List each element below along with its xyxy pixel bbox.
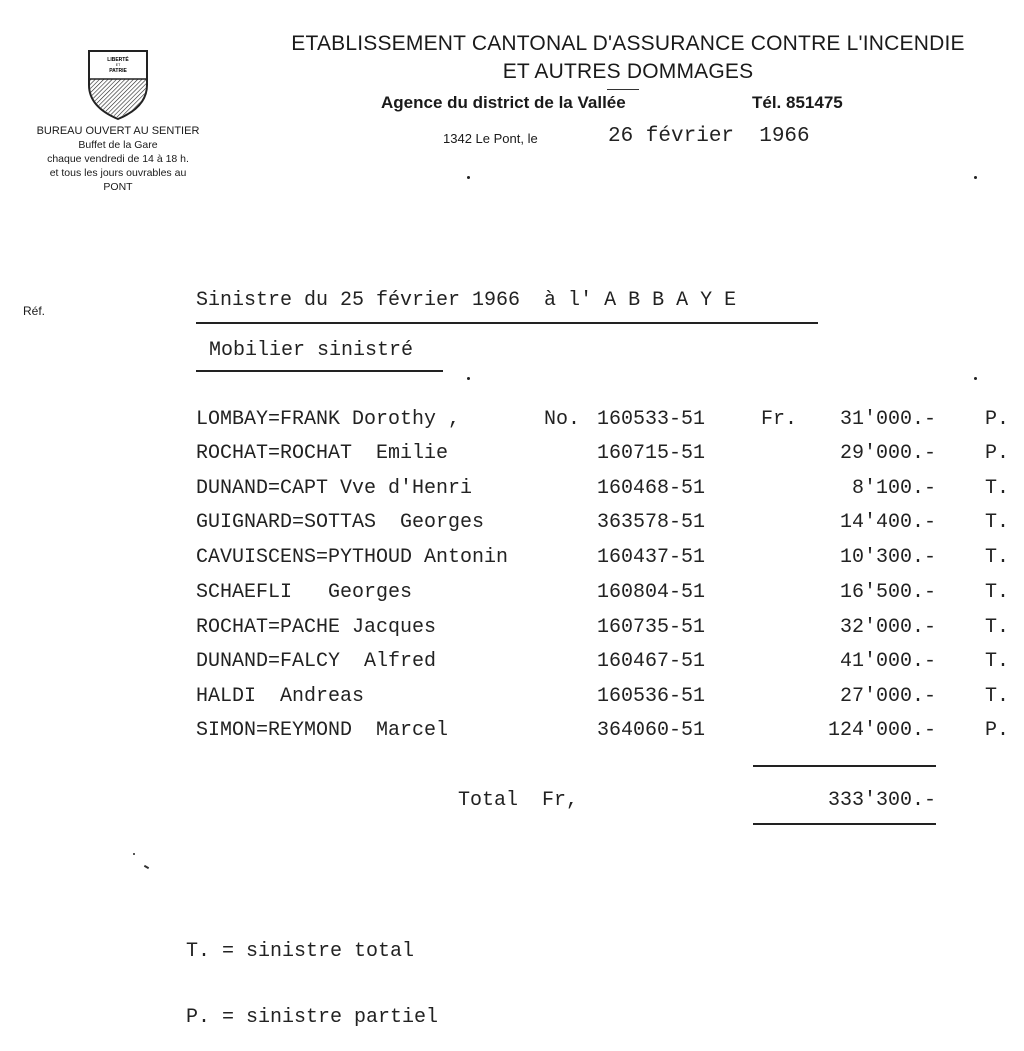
claim-amount: 8'100.- — [851, 477, 936, 500]
table-row — [0, 546, 1024, 580]
table-row — [0, 408, 1024, 442]
policy-number: 160437-51 — [597, 546, 706, 569]
insured-name: LOMBAY=FRANK Dorothy , — [196, 408, 461, 431]
claim-amount: 10'300.- — [839, 546, 936, 569]
table-row — [0, 650, 1024, 684]
insured-name: SCHAEFLI Georges — [196, 581, 413, 604]
claim-type: P. — [985, 719, 1010, 742]
table-row — [0, 511, 1024, 545]
insured-name: GUIGNARD=SOTTAS Georges — [196, 511, 485, 534]
insured-name: CAVUISCENS=PYTHOUD Antonin — [196, 546, 509, 569]
claim-type-legend — [186, 897, 438, 1051]
office-hours-line: PONT — [103, 181, 133, 193]
section-title: Mobilier sinistré — [209, 339, 414, 362]
policy-number: 160533-51 — [597, 408, 706, 431]
policy-number: 160467-51 — [597, 650, 706, 673]
policy-number: 160536-51 — [597, 685, 706, 708]
letter-date: 26 février 1966 — [608, 125, 810, 148]
claim-amount: 41'000.- — [839, 650, 936, 673]
margin-dot — [974, 176, 977, 179]
office-hours-line: et tous les jours ouvrables au — [49, 167, 187, 179]
letterhead-title — [230, 30, 1024, 86]
policy-number: 364060-51 — [597, 719, 706, 742]
policy-number: 160804-51 — [597, 581, 706, 604]
office-hours-line: BUREAU OUVERT AU SENTIER — [36, 125, 200, 137]
policy-number-label: No. — [544, 408, 581, 431]
place-label: 1342 Le Pont, le — [443, 131, 538, 146]
reference-label: Réf. — [23, 304, 46, 318]
vaud-crest-logo — [87, 49, 149, 121]
total-top-rule — [753, 765, 936, 767]
policy-number: 160715-51 — [597, 442, 706, 465]
table-row — [0, 616, 1024, 650]
crest-motto-3: PATRIE — [109, 68, 127, 74]
office-hours-line: chaque vendredi de 14 à 18 h. — [47, 153, 189, 165]
letterhead-divider — [607, 89, 639, 90]
currency-label: Fr. — [761, 408, 798, 431]
insured-name: ROCHAT=PACHE Jacques — [196, 616, 437, 639]
stray-mark — [133, 853, 135, 855]
claim-type: T. — [985, 616, 1010, 639]
claim-amount: 14'400.- — [839, 511, 936, 534]
table-row — [0, 685, 1024, 719]
insured-name: ROCHAT=ROCHAT Emilie — [196, 442, 449, 465]
table-row — [0, 581, 1024, 615]
insured-name: DUNAND=FALCY Alfred — [196, 650, 437, 673]
crest-motto-1: LIBERTÉ — [107, 57, 129, 63]
legend-total: T. = sinistre total — [186, 940, 415, 963]
total-label: Total Fr, — [458, 789, 579, 812]
letterhead-title-line2: ET AUTRES DOMMAGES — [502, 60, 754, 83]
claim-amount: 124'000.- — [827, 719, 936, 742]
claim-amount: 31'000.- — [839, 408, 936, 431]
table-row — [0, 477, 1024, 511]
telephone-number: Tél. 851475 — [752, 93, 843, 112]
claim-subject: Sinistre du 25 février 1966 à l' A B B A Y E — [196, 289, 737, 312]
margin-dot — [467, 377, 470, 380]
crest-motto-2: ET — [115, 63, 121, 67]
total-amount: 333'300.- — [827, 789, 936, 812]
claim-type: P. — [985, 408, 1010, 431]
section-title-underline — [196, 370, 443, 372]
claim-type: T. — [985, 511, 1010, 534]
claim-type: T. — [985, 685, 1010, 708]
claim-type: T. — [985, 581, 1010, 604]
stray-mark — [144, 865, 149, 869]
letterhead-title-line1: ETABLISSEMENT CANTONAL D'ASSURANCE CONTRE L'INCENDIE — [291, 32, 965, 55]
margin-dot — [467, 176, 470, 179]
insured-name: DUNAND=CAPT Vve d'Henri — [196, 477, 473, 500]
claim-amount: 16'500.- — [839, 581, 936, 604]
claim-type: T. — [985, 546, 1010, 569]
policy-number: 363578-51 — [597, 511, 706, 534]
table-row — [0, 719, 1024, 753]
total-bottom-rule — [753, 823, 936, 825]
insured-name: SIMON=REYMOND Marcel — [196, 719, 449, 742]
claim-type: T. — [985, 477, 1010, 500]
claim-type: P. — [985, 442, 1010, 465]
agency-name: Agence du district de la Vallée — [381, 93, 626, 112]
policy-number: 160735-51 — [597, 616, 706, 639]
insured-name: HALDI Andreas — [196, 685, 365, 708]
claim-amount: 32'000.- — [839, 616, 936, 639]
claim-amount: 29'000.- — [839, 442, 936, 465]
office-hours-block — [0, 124, 236, 194]
office-hours-line: Buffet de la Gare — [78, 139, 158, 151]
legend-partial: P. = sinistre partiel — [186, 1006, 439, 1029]
margin-dot — [974, 377, 977, 380]
subject-underline — [196, 322, 818, 324]
claim-type: T. — [985, 650, 1010, 673]
claim-amount: 27'000.- — [839, 685, 936, 708]
policy-number: 160468-51 — [597, 477, 706, 500]
table-row — [0, 442, 1024, 476]
